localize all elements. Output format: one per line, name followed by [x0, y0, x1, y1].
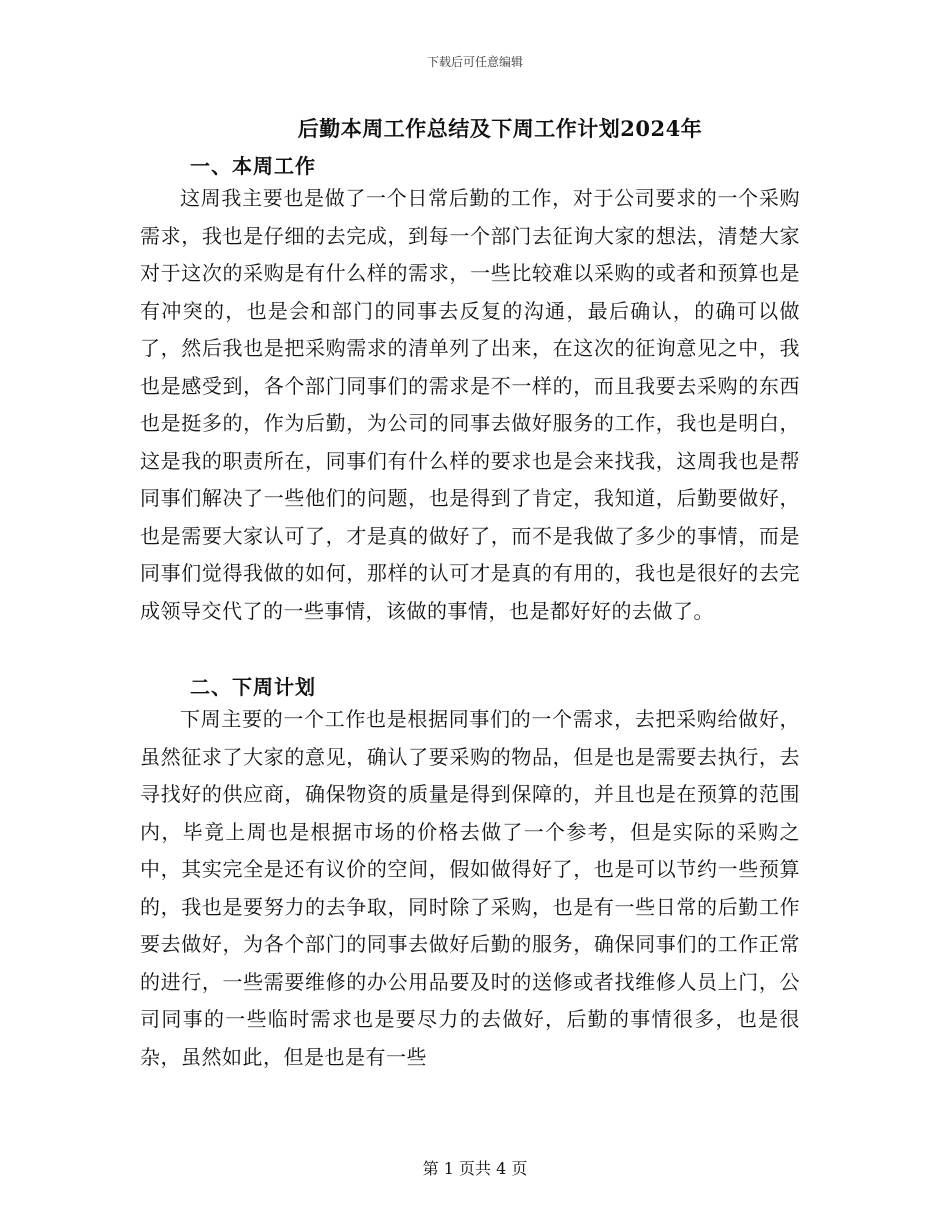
page-header-note: 下载后可任意编辑	[426, 55, 523, 69]
document-title: 后勤本周工作总结及下周工作计划2024年	[297, 116, 703, 141]
section-heading-next-week: 二、下周计划	[190, 675, 316, 699]
section-paragraph-this-week: 这周我主要也是做了一个日常后勤的工作，对于公司要求的一个采购需求，我也是仔细的去完成，到每一个部门去征询大家的想法，清楚大家对于这次的采购是有什么样的需求，一些比较难以采购的或者和预算也是有冲突的，也是会和部门的同事去反复的沟通，最后确认，的确可以做了，然后我也是把采购需求的清单列了出来，在这次的征询意见之中，我也是感受到，各个部门同事们的需求是不一样的，而且我要去采购的东西也是挺多的，作为后勤，为公司的同事去做好服务的工作，我也是明白，这是我的职责所在，同事们有什么样的要求也是会来找我，这周我也是帮同事们解决了一些他们的问题，也是得到了肯定，我知道，后勤要做好，也是需要大家认可了，才是真的做好了，而不是我做了多少的事情，而是同事们觉得我做的如何，那样的认可才是真的有用的，我也是很好的去完成领导交代了的一些事情，该做的事情，也是都好好的去做了。	[140, 186, 800, 623]
section-heading-this-week: 一、本周工作	[190, 154, 316, 178]
page-footer: 第 1 页共 4 页	[422, 1159, 528, 1178]
section-paragraph-next-week: 下周主要的一个工作也是根据同事们的一个需求，去把采购给做好，虽然征求了大家的意见，确认了要采购的物品，但是也是需要去执行，去寻找好的供应商，确保物资的质量是得到保障的，并且也是在预算的范围内，毕竟上周也是根据市场的价格去做了一个参考，但是实际的采购之中，其实完全是还有议价的空间，假如做得好了，也是可以节约一些预算的，我也是要努力的去争取，同时除了采购，也是有一些日常的后勤工作要去做好，为各个部门的同事去做好后勤的服务，确保同事们的工作正常的进行，一些需要维修的办公用品要及时的送修或者找维修人员上门，公司同事的一些临时需求也是要尽力的去做好，后勤的事情很多，也是很杂，虽然如此，但是也是有一些	[140, 707, 800, 1069]
